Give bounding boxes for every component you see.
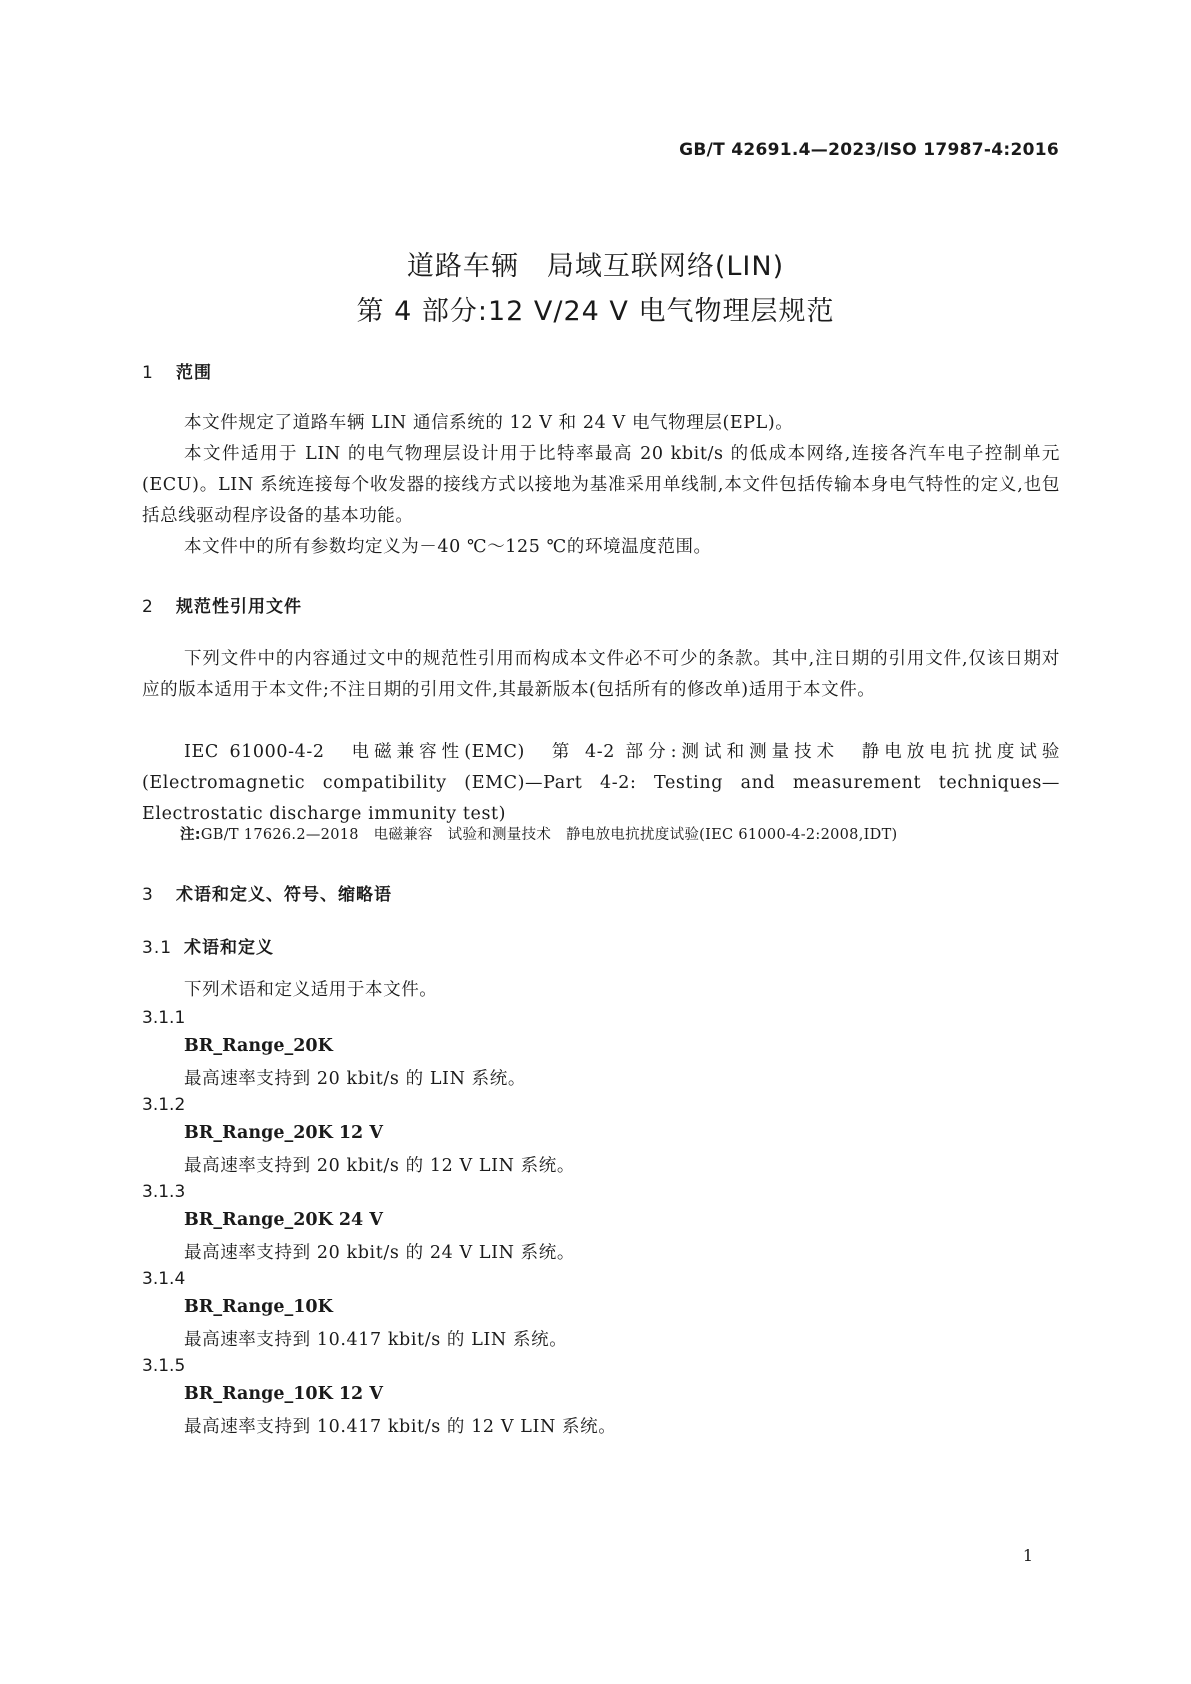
section-title: 规范性引用文件 bbox=[176, 597, 302, 617]
term-number: 3.1.1 bbox=[142, 1008, 186, 1028]
paragraph: 下列术语和定义适用于本文件。 bbox=[184, 980, 438, 1000]
section-number: 3.1 bbox=[142, 938, 173, 958]
section-number: 2 bbox=[142, 597, 154, 617]
term-name: BR_Range_20K 24 V bbox=[184, 1210, 383, 1230]
paragraph: 本文件中的所有参数均定义为－40 ℃～125 ℃的环境温度范围。 bbox=[184, 537, 712, 557]
term-definition: 最高速率支持到 20 kbit/s 的 24 V LIN 系统。 bbox=[184, 1243, 575, 1263]
term-definition: 最高速率支持到 20 kbit/s 的 LIN 系统。 bbox=[184, 1069, 526, 1089]
section-1-heading bbox=[142, 358, 212, 383]
term-name: BR_Range_20K 12 V bbox=[184, 1123, 383, 1143]
normative-reference: IEC 61000-4-2 电磁兼容性(EMC) 第 4-2 部分:测试和测量技术 静电放电抗扰度试验(Electromagnetic compatibility (EMC)—Part 4-2: Testing and measurement techniques—Electrostatic discharge immunity test) bbox=[142, 742, 1060, 824]
page-number: 1 bbox=[1022, 1546, 1033, 1565]
section-number: 1 bbox=[142, 363, 154, 383]
term-name: BR_Range_10K 12 V bbox=[184, 1384, 383, 1404]
paragraph: 本文件规定了道路车辆 LIN 通信系统的 12 V 和 24 V 电气物理层(EPL)。 bbox=[184, 413, 794, 433]
paragraph: 下列文件中的内容通过文中的规范性引用而构成本文件必不可少的条款。其中,注日期的引用文件,仅该日期对应的版本适用于本文件;不注日期的引用文件,其最新版本(包括所有的修改单)适用于本文件。 bbox=[142, 649, 1060, 700]
term-name: BR_Range_20K bbox=[184, 1036, 333, 1056]
term-definition: 最高速率支持到 10.417 kbit/s 的 LIN 系统。 bbox=[184, 1330, 568, 1350]
term-definition: 最高速率支持到 20 kbit/s 的 12 V LIN 系统。 bbox=[184, 1156, 575, 1176]
section-3-1-heading bbox=[142, 933, 274, 958]
note-label: 注: bbox=[180, 827, 201, 843]
section-2-heading bbox=[142, 592, 302, 617]
term-number: 3.1.5 bbox=[142, 1356, 186, 1376]
section-3-heading bbox=[142, 880, 392, 905]
term-number: 3.1.2 bbox=[142, 1095, 186, 1115]
term-name: BR_Range_10K bbox=[184, 1297, 333, 1317]
term-definition: 最高速率支持到 10.417 kbit/s 的 12 V LIN 系统。 bbox=[184, 1417, 617, 1437]
document-title-line2: 第 4 部分:12 V/24 V 电气物理层规范 bbox=[356, 296, 835, 327]
section-title: 范围 bbox=[176, 363, 212, 383]
section-title: 术语和定义、符号、缩略语 bbox=[176, 885, 392, 905]
section-title: 术语和定义 bbox=[184, 938, 274, 958]
note bbox=[180, 823, 1060, 847]
section-number: 3 bbox=[142, 885, 154, 905]
note-text: GB/T 17626.2—2018 电磁兼容 试验和测量技术 静电放电抗扰度试验(IEC 61000-4-2:2008,IDT) bbox=[200, 827, 898, 843]
term-number: 3.1.3 bbox=[142, 1182, 186, 1202]
standard-number: GB/T 42691.4—2023/ISO 17987-4:2016 bbox=[679, 140, 1059, 160]
paragraph: 本文件适用于 LIN 的电气物理层设计用于比特率最高 20 kbit/s 的低成本网络,连接各汽车电子控制单元(ECU)。LIN 系统连接每个收发器的接线方式以接地为基准采用单线制,本文件包括传输本身电气特性的定义,也包括总线驱动程序设备的基本功能。 bbox=[142, 444, 1060, 526]
document-title-line1: 道路车辆 局域互联网络(LIN) bbox=[406, 251, 785, 282]
term-number: 3.1.4 bbox=[142, 1269, 186, 1289]
